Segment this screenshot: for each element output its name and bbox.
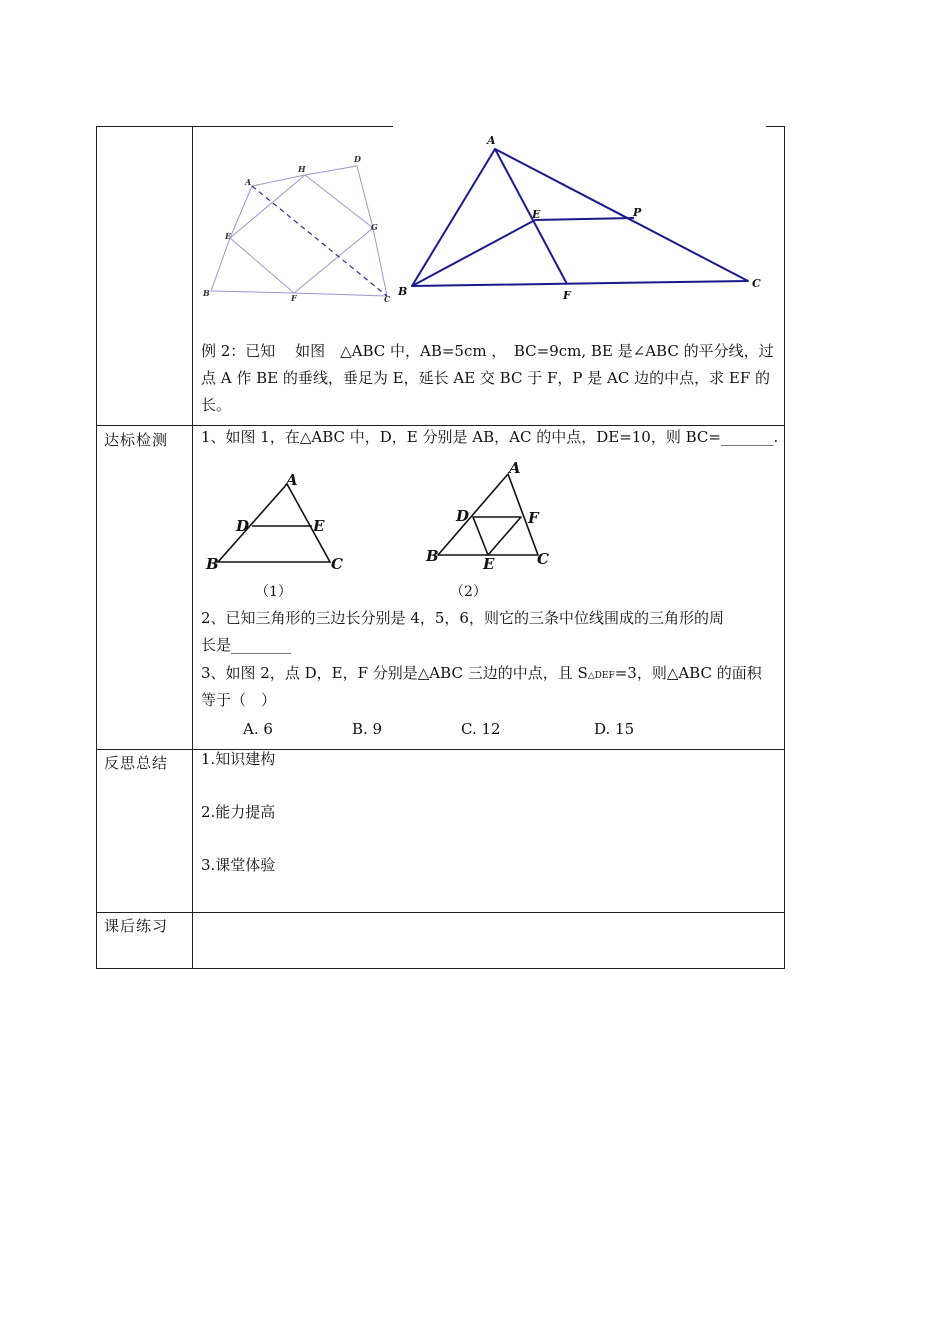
homework-label: 课后练习 bbox=[104, 917, 169, 935]
option-d: D. 15 bbox=[594, 720, 635, 738]
fig2-label-a: A bbox=[509, 459, 521, 477]
ex2-label-p: P bbox=[633, 206, 642, 219]
quad-label-g: G bbox=[371, 222, 378, 232]
fig2-label-c: C bbox=[537, 550, 549, 568]
row-divider-3 bbox=[96, 912, 785, 913]
example2-line-2: 点 A 作 BE 的垂线，垂足为 E，延长 AE 交 BC 于 F，P 是 AC 边的中点，求 EF 的 bbox=[201, 369, 771, 387]
option-a: A. 6 bbox=[243, 720, 273, 738]
fig1-label-d: D bbox=[236, 517, 250, 535]
table-top-border-left bbox=[96, 126, 393, 127]
ex2-label-a: A bbox=[487, 134, 496, 147]
table-top-border-right bbox=[766, 126, 785, 127]
question-1: 1、如图 1，在△ABC 中，D，E 分别是 AB，AC 的中点，DE=10，则 BC=_______. bbox=[201, 428, 779, 446]
fig1-label-b: B bbox=[206, 555, 219, 573]
ex2-label-c: C bbox=[752, 277, 761, 290]
question-3-subscript: △DEF bbox=[587, 671, 615, 681]
question-2-line-2: 长是________ bbox=[201, 636, 292, 654]
reflect-item-3: 3.课堂体验 bbox=[201, 856, 276, 874]
table-left-border bbox=[96, 126, 97, 969]
option-c: C. 12 bbox=[461, 720, 501, 738]
table-bottom-border bbox=[96, 968, 785, 969]
quad-label-h: H bbox=[298, 164, 306, 174]
fig2-label-d: D bbox=[456, 507, 470, 525]
fig2-label-f: F bbox=[528, 509, 539, 527]
question-3-text-b: =3，则△ABC 的面积 bbox=[614, 664, 762, 682]
ex2-label-e: E bbox=[532, 208, 541, 221]
fig1-label-c: C bbox=[331, 555, 343, 573]
quad-label-b: B bbox=[203, 288, 210, 298]
fig1-label-a: A bbox=[286, 471, 298, 489]
question-3-text-a: 3、如图 2，点 D，E，F 分别是△ABC 三边的中点，且 S bbox=[201, 664, 588, 682]
figure-2-triangle bbox=[420, 458, 560, 600]
example2-line-1: 例 2：已知 如图 △ABC 中，AB=5cm ， BC=9cm, BE 是∠ABC 的平分线，过 bbox=[201, 342, 774, 360]
question-3-line-1 bbox=[201, 660, 781, 690]
reflect-label: 反思总结 bbox=[104, 754, 169, 772]
fig1-label-e: E bbox=[313, 517, 325, 535]
question-3-line-2: 等于（ ） bbox=[201, 691, 277, 709]
quad-label-e: E bbox=[225, 231, 232, 241]
reflect-item-1: 1.知识建构 bbox=[201, 750, 276, 768]
example2-triangle-figure bbox=[390, 130, 770, 305]
check-label: 达标检测 bbox=[104, 431, 169, 449]
ex2-label-f: F bbox=[563, 289, 571, 302]
reflect-item-2: 2.能力提高 bbox=[201, 803, 276, 821]
question-2-line-1: 2、已知三角形的三边长分别是 4，5，6，则它的三条中位线围成的三角形的周 bbox=[201, 609, 724, 627]
option-b: B. 9 bbox=[352, 720, 383, 738]
figure-1-triangle bbox=[200, 470, 360, 600]
fig2-caption: （2） bbox=[450, 584, 487, 600]
ex2-label-b: B bbox=[398, 285, 408, 298]
quadrilateral-figure bbox=[195, 148, 400, 308]
quad-label-f: F bbox=[291, 293, 297, 303]
table-right-border bbox=[784, 126, 785, 969]
fig1-caption: （1） bbox=[255, 584, 292, 600]
column-divider bbox=[192, 126, 193, 969]
quad-label-a: A bbox=[245, 177, 252, 187]
example2-line-3: 长。 bbox=[201, 396, 232, 414]
quad-label-c: C bbox=[384, 294, 391, 304]
quad-label-d: D bbox=[354, 154, 361, 164]
fig2-label-b: B bbox=[426, 547, 439, 565]
fig2-label-e: E bbox=[483, 555, 495, 573]
